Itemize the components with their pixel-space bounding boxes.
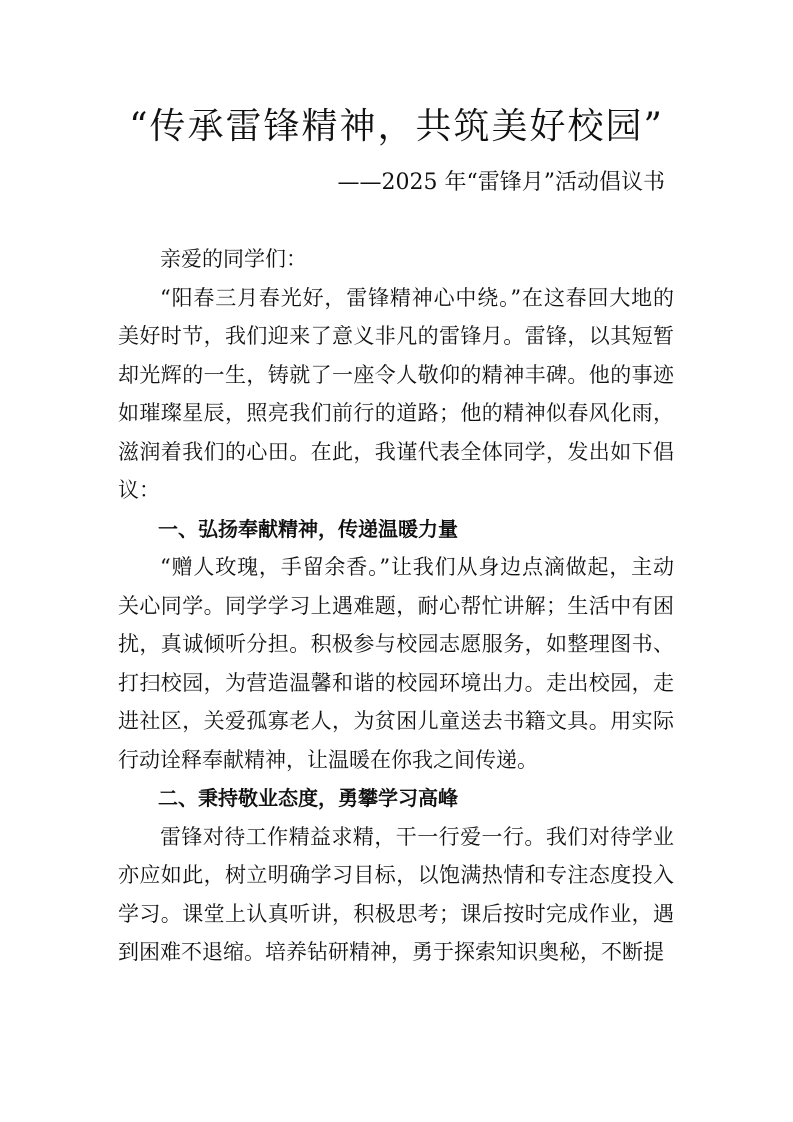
- section-2-paragraph: 雷锋对待工作精益求精，干一行爱一行。我们对待学业亦应如此，树立明确学习目标，以饱满热情和专注态度投入学习。课堂上认真听讲，积极思考；课后按时完成作业，遇到困难不退缩。培养钻研精神，勇于探索知识奥秘，不断提: [118, 824, 674, 964]
- salutation: 亲爱的同学们：: [160, 247, 307, 271]
- document-body: [118, 240, 674, 972]
- document-subtitle: ——2025 年“雷锋月”活动倡议书: [337, 170, 665, 195]
- intro-paragraph: “阳春三月春光好，雷锋精神心中绕。”在这春回大地的美好时节，我们迎来了意义非凡的雷锋月。雷锋，以其短暂却光辉的一生，铸就了一座令人敬仰的精神丰碑。他的事迹如璀璨星辰，照亮我们前行的道路；他的精神似春风化雨，滋润着我们的心田。在此，我谨代表全体同学，发出如下倡议：: [118, 285, 674, 502]
- document-title: “传承雷锋精神，共筑美好校园”: [129, 106, 664, 147]
- section-2-heading: 二、秉持敬业态度，勇攀学习高峰: [158, 786, 458, 810]
- section-1-paragraph: “赠人玫瑰，手留余香。”让我们从身边点滴做起，主动关心同学。同学学习上遇难题，耐心帮忙讲解；生活中有困扰，真诚倾听分担。积极参与校园志愿服务，如整理图书、打扫校园，为营造温馨和谐的校园环境出力。走出校园，走进社区，关爱孤寡老人，为贫困儿童送去书籍文具。用实际行动诠释奉献精神，让温暖在你我之间传递。: [118, 555, 674, 772]
- section-1-heading: 一、弘扬奉献精神，传递温暖力量: [158, 516, 458, 541]
